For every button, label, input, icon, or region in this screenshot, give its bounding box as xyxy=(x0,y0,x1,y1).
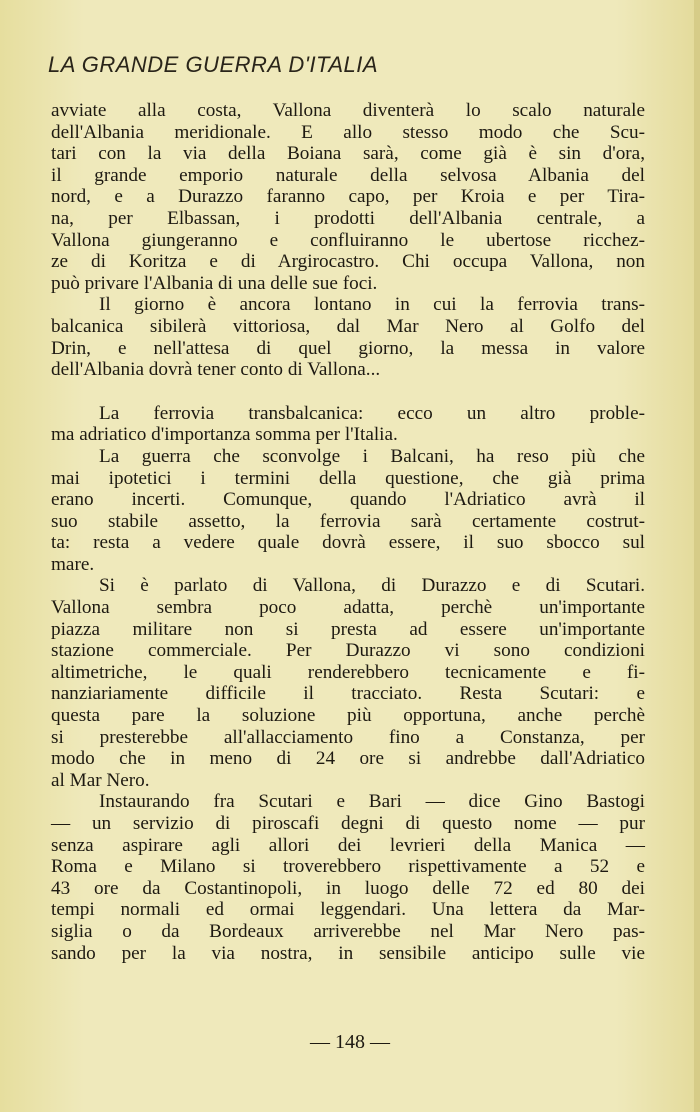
text-line: Si è parlato di Vallona, di Durazzo e di Scutari. xyxy=(99,575,645,597)
text-line: sando per la via nostra, in sensibile anticipo sulle vie xyxy=(51,942,645,964)
text-line: dell'Albania meridionale. E allo stesso modo che Scu- xyxy=(51,121,645,143)
text-line: questa pare la soluzione più opportuna, anche perchè xyxy=(51,705,645,727)
text-line: suo stabile assetto, la ferrovia sarà certamente costrut- xyxy=(51,510,645,532)
page-body xyxy=(51,100,645,964)
text-line: altimetriche, le quali renderebbero tecnicamente e fi- xyxy=(51,661,645,683)
text-line: Drin, e nell'attesa di quel giorno, la messa in valore xyxy=(51,337,645,359)
text-line: 43 ore da Costantinopoli, in luogo delle 72 ed 80 dei xyxy=(51,877,645,899)
text-line: mare. xyxy=(51,553,95,575)
text-line: si presterebbe all'allacciamento fino a Constanza, per xyxy=(51,726,645,748)
text-line: tempi normali ed ormai leggendari. Una lettera da Mar- xyxy=(51,899,645,921)
text-line: Il giorno è ancora lontano in cui la ferrovia trans- xyxy=(99,294,645,316)
text-line: na, per Elbassan, i prodotti dell'Albania centrale, a xyxy=(51,207,645,229)
text-line: nanziariamente difficile il tracciato. Resta Scutari: e xyxy=(51,683,645,705)
page-edge xyxy=(694,0,700,1112)
text-line: La guerra che sconvolge i Balcani, ha reso più che xyxy=(99,445,645,467)
text-line: mai ipotetici i termini della questione, che già prima xyxy=(51,467,645,489)
text-line: nord, e a Durazzo faranno capo, per Kroia e per Tira- xyxy=(51,186,645,208)
text-line: La ferrovia transbalcanica: ecco un altro proble- xyxy=(99,402,645,424)
page-number: — 148 — xyxy=(310,1031,390,1053)
text-line: ma adriatico d'importanza somma per l'Italia. xyxy=(51,424,398,446)
text-line: erano incerti. Comunque, quando l'Adriatico avrà il xyxy=(51,489,645,511)
text-line: Vallona giungeranno e confluiranno le ubertose ricchez- xyxy=(51,229,645,251)
text-line: ze di Koritza e di Argirocastro. Chi occupa Vallona, non xyxy=(51,251,645,273)
text-line: — un servizio di piroscafi degni di questo nome — pur xyxy=(51,813,645,834)
text-line: stazione commerciale. Per Durazzo vi sono condizioni xyxy=(51,640,645,662)
text-line: balcanica sibilerà vittoriosa, dal Mar Nero al Golfo del xyxy=(51,315,645,337)
text-line: senza aspirare agli allori dei levrieri della Manica — xyxy=(51,834,645,856)
text-line: Roma e Milano si troverebbero rispettivamente a 52 e xyxy=(51,856,645,878)
text-line: tari con la via della Boiana sarà, come già è sin d'ora, xyxy=(51,143,645,165)
text-line: al Mar Nero. xyxy=(51,769,150,791)
running-head: LA GRANDE GUERRA D'ITALIA xyxy=(48,52,379,77)
section-gap xyxy=(51,381,645,403)
text-line: avviate alla costa, Vallona diventerà lo scalo naturale xyxy=(51,100,645,121)
text-line: dell'Albania dovrà tener conto di Vallona... xyxy=(51,359,381,381)
text-line: siglia o da Bordeaux arriverebbe nel Mar Nero pas- xyxy=(51,920,645,942)
text-line: piazza militare non si presta ad essere un'importante xyxy=(51,618,645,640)
text-line: Instaurando fra Scutari e Bari — dice Gino Bastogi xyxy=(99,791,645,813)
text-line: Vallona sembra poco adatta, perchè un'importante xyxy=(51,597,645,619)
text-line: modo che in meno di 24 ore si andrebbe dall'Adriatico xyxy=(51,748,645,770)
text-line: può privare l'Albania di una delle sue foci. xyxy=(51,272,378,294)
text-line: il grande emporio naturale della selvosa Albania del xyxy=(51,164,645,186)
text-line: ta: resta a vedere quale dovrà essere, il suo sbocco sul xyxy=(51,532,645,554)
